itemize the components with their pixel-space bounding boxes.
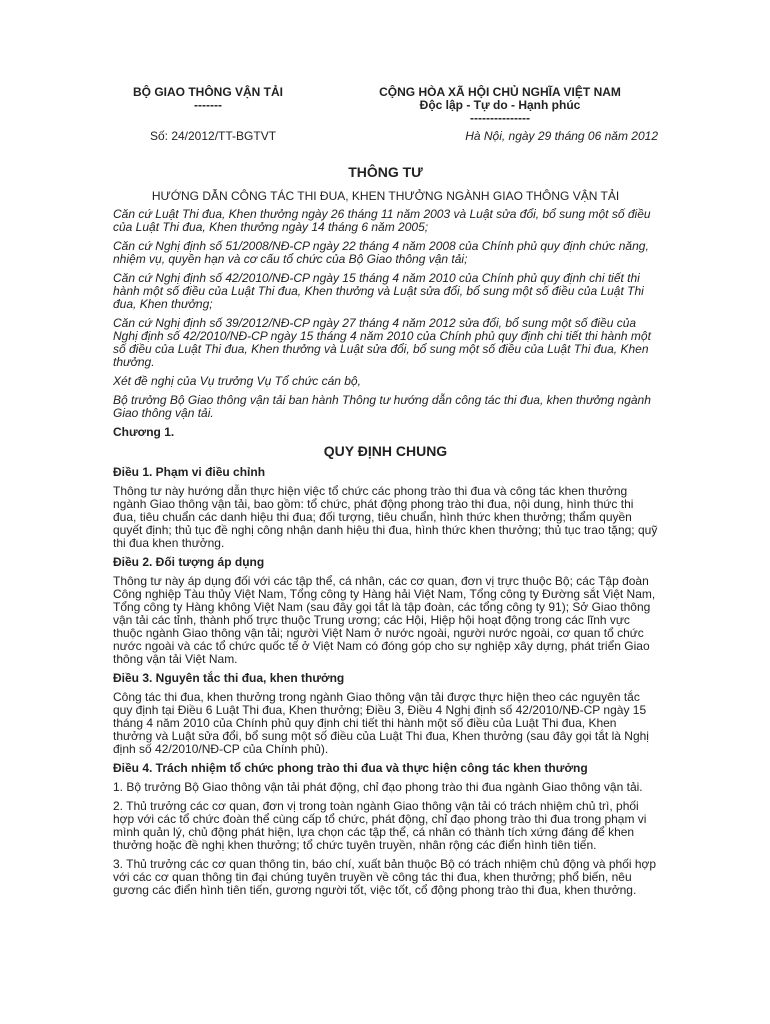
country-name: CỘNG HÒA XÃ HỘI CHỦ NGHĨA VIỆT NAM <box>379 85 621 99</box>
preamble-paragraph: Xét đề nghị của Vụ trưởng Vụ Tổ chức cán bộ, <box>113 374 361 388</box>
ministry-name: BỘ GIAO THÔNG VẬN TẢI <box>133 85 283 99</box>
document-number: Số: 24/2012/TT-BGTVT <box>149 129 277 143</box>
article-1-title: Điều 1. Phạm vi điều chỉnh <box>113 465 266 479</box>
chapter-title: QUY ĐỊNH CHUNG <box>323 443 448 459</box>
national-motto: Độc lập - Tự do - Hạnh phúc <box>419 98 581 112</box>
article-4-title: Điều 4. Trách nhiệm tổ chức phong trào thi đua và thực hiện công tác khen thưởng <box>113 761 588 775</box>
preamble-paragraph: Căn cứ Nghị định số 51/2008/NĐ-CP ngày 22 tháng 4 năm 2008 của Chính phủ quy định chức năng, nhiệm vụ, quyền hạn và cơ cấu tổ chức của Bộ Giao thông vận tải; <box>113 239 649 266</box>
article-2-title: Điều 2. Đối tượng áp dụng <box>113 555 265 569</box>
article-4-item: 3. Thủ trưởng các cơ quan thông tin, báo chí, xuất bản thuộc Bộ có trách nhiệm chủ động và phối hợp với các cơ quan thông tin đại chúng tuyên truyền về công tác thi đua, khen thưởng; phổ biến, nêu gương các điển hình tiên tiến, gương người tốt, việc tốt, cổ động phong trào thi đua, khen thưởng. <box>113 857 657 897</box>
preamble-paragraph: Căn cứ Nghị định số 39/2012/NĐ-CP ngày 27 tháng 4 năm 2012 sửa đổi, bổ sung một số điều của Nghị định số 42/2010/NĐ-CP ngày 15 tháng 4 năm 2010 của Chính phủ quy định chi tiết thi hành một số điều của Luật Thi đua, Khen thưởng và Luật sửa đổi, bổ sung một số điều của Luật Thi đua, Khen thưởng. <box>113 316 651 369</box>
national-header <box>330 86 670 125</box>
preamble-paragraph: Căn cứ Nghị định số 42/2010/NĐ-CP ngày 15 tháng 4 năm 2010 của Chính phủ quy định chi tiết thi hành một số điều của Luật Thi đua, Khen thưởng và Luật sửa đổi, bổ sung một số điều của Luật Thi đua, Khen thưởng; <box>113 271 644 311</box>
preamble-paragraph: Bộ trưởng Bộ Giao thông vận tải ban hành Thông tư hướng dẫn công tác thi đua, khen thưởng ngành Giao thông vận tải. <box>113 393 651 420</box>
article-4-item: 1. Bộ trưởng Bộ Giao thông vận tải phát động, chỉ đạo phong trào thi đua ngành Giao thông vận tải. <box>113 780 643 794</box>
document-subtitle: HƯỚNG DẪN CÔNG TÁC THI ĐUA, KHEN THƯỞNG NGÀNH GIAO THÔNG VẬN TẢI <box>151 189 620 203</box>
article-2-text: Thông tư này áp dụng đối với các tập thể, cá nhân, các cơ quan, đơn vị trực thuộc Bộ; các Tập đoàn Công nghiệp Tàu thủy Việt Nam, Tổng công ty Hàng hải Việt Nam, Tổng công ty Đường sắt Việt Nam, Tổng công ty Hàng không Việt Nam (sau đây gọi tắt là tập đoàn, các tổng công ty 91); Sở Giao thông vận tải các tỉnh, thành phố trực thuộc Trung ương; các Hội, Hiệp hội hoạt động trong các lĩnh vực thuộc ngành Giao thông vận tải; người Việt Nam ở nước ngoài, người nước ngoài, cơ quan tổ chức nước ngoài và các tổ chức quốc tế ở Việt Nam có đóng góp cho sự nghiệp xây dựng, phát triển Giao thông vận tải Việt Nam. <box>113 574 656 666</box>
article-1-text: Thông tư này hướng dẫn thực hiện việc tổ chức các phong trào thi đua và công tác khen thưởng ngành Giao thông vận tải, bao gồm: tổ chức, phát động phong trào thi đua, nội dung, hình thức thi đua, tiêu chuẩn các danh hiệu thi đua; đối tượng, tiêu chuẩn, hình thức khen thưởng; thẩm quyền quyết định; thủ tục đề nghị công nhận danh hiệu thi đua, hình thức khen thưởng; thủ tục trao tặng; quỹ thi đua khen thưởng. <box>113 484 658 550</box>
article-4-item: 2. Thủ trưởng các cơ quan, đơn vị trong toàn ngành Giao thông vận tải có trách nhiệm chủ trì, phối hợp với các tổ chức đoàn thể cùng cấp tổ chức, phát động, chỉ đạo phong trào thi đua trong phạm vi mình quản lý, chủ động phát hiện, lựa chọn các tập thể, cá nhân có thành tích xứng đáng để khen thưởng hoặc đề nghị khen thưởng; tổ chức tuyên truyền, nhân rộng các điển hình tiên tiến. <box>113 799 647 852</box>
preamble-paragraph: Căn cứ Luật Thi đua, Khen thưởng ngày 26 tháng 11 năm 2003 và Luật sửa đổi, bổ sung một số điều của Luật Thi đua, Khen thưởng ngày 14 tháng 6 năm 2005; <box>113 207 651 234</box>
motto-separator: --------------- <box>470 111 530 125</box>
ministry-separator: ------- <box>194 98 222 112</box>
document-body <box>113 208 658 903</box>
article-3-text: Công tác thi đua, khen thưởng trong ngành Giao thông vận tải được thực hiện theo các nguyên tắc quy định tại Điều 6 Luật Thi đua, Khen thưởng; Điều 3, Điều 4 Nghị định số 42/2010/NĐ-CP ngày 15 tháng 4 năm 2010 của Chính phủ quy định chi tiết thi hành một số điều của Luật Thi đua, Khen thưởng và Luật sửa đổi, bổ sung một số điều của Luật Thi đua, Khen thưởng (sau đây gọi tắt là Nghị định số 42/2010/NĐ-CP của Chính phủ). <box>113 690 649 756</box>
article-3-title: Điều 3. Nguyên tắc thi đua, khen thưởng <box>113 671 345 685</box>
document-date: Hà Nội, ngày 29 tháng 06 năm 2012 <box>465 129 658 143</box>
chapter-label: Chương 1. <box>113 425 175 439</box>
document-title: THÔNG TƯ <box>348 164 423 180</box>
ministry-header <box>113 86 303 112</box>
